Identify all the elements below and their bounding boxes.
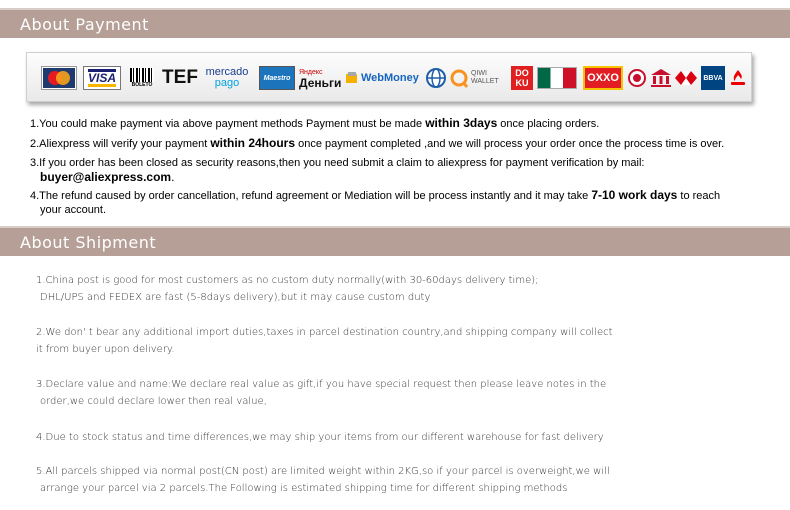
yandex-money-logo [299,66,343,90]
doku-top-text: DO [515,68,529,78]
tef-text: TEF [162,67,198,88]
webmoney-text: WebMoney [361,72,419,84]
shipment-item-5: 5.All parcels shipped via normal post(CN post) are limited weight within 2KG,so if your parcel is overweight,we will arrange your parcel via 2 parcels.The Following is estimated shipping time for different shipping methods [36,466,610,494]
verification-email[interactable]: buyer@aliexpress.com [40,170,172,184]
shipment-item-4: 4.Due to stock status and time differences,we may ship your items from our different warehouse for fast delivery [36,432,604,443]
payment-item-3-line1: 3.If you order has been closed as security reasons,then you need submit a claim to aliexpress for payment verification by mail: [30,157,645,169]
bank-building-icon [650,68,672,88]
globe-logo [425,66,447,90]
payment-item-4-line2: your account. [40,204,107,216]
hsbc-logo [675,66,697,90]
boleto-logo [127,66,157,90]
flame-icon [729,69,747,87]
about-payment-title: About Payment [20,15,149,34]
seal-icon [628,69,646,87]
payment-item-3: 3.If you order has been closed as security reasons,then you need submit a claim to aliexpress for payment verification by mail: buyer@aliexpress.com. [30,156,770,184]
qiwi-wallet-logo [449,66,507,90]
bbva-text: BBVA [703,74,723,82]
maestro-text: Maestro [263,74,291,82]
oxxo-text: OXXO [587,72,619,84]
visa-text: VISA [87,71,116,85]
payment-methods-logo-strip [26,52,752,102]
webmoney-logo [345,66,421,90]
webmoney-wallet-icon [345,71,358,85]
tef-logo [161,66,199,90]
boleto-text: BOLETO [131,82,153,88]
doku-logo [511,66,533,90]
mexico-flag-icon [537,67,577,89]
dengi-text: Деньги [299,76,342,90]
mercado-pago-logo [201,66,253,90]
about-shipment-title: About Shipment [20,233,157,252]
wallet-text: WALLET [471,78,499,85]
globe-icon [426,68,446,88]
mastercard-logo [41,66,77,90]
yandex-text: Яндекс [299,69,323,76]
mercado-text: mercado [205,66,249,78]
barcode-icon [130,68,154,82]
shipment-item-2: 2.We don' t bear any additional import duties,taxes in parcel destination country,and shipping company will collect it from buyer upon delivery. [36,327,613,355]
seal-logo [627,66,647,90]
shipment-item-1: 1.China post is good for most customers as no custom duty normally(with 30-60days delivery time); DHL/UPS and FEDEX are fast (5-8days delivery),but it may cause custom duty [36,275,539,303]
oxxo-logo [583,66,623,90]
pago-text: pago [214,77,240,89]
visa-logo [83,66,121,90]
doku-bottom-text: KU [515,78,529,88]
payment-item-2: 2.Aliexpress will verify your payment within 24hours once payment completed ,and we will process your order once the process time is over. [30,136,725,150]
qiwi-text: QIWI [471,70,487,77]
santander-logo [727,66,749,90]
bank-logo [649,66,673,90]
about-payment-header [0,8,790,38]
maestro-logo [259,66,295,90]
qiwi-icon [449,68,469,88]
shipment-item-3: 3.Declare value and name:We declare real value as gift,if you have special request then please leave notes in the order,we could declare lower then real value, [36,379,607,407]
mexico-flag-logo [537,66,577,90]
mastercard-icon [42,67,76,89]
payment-item-1: 1.You could make payment via above payment methods Payment must be made within 3days once placing orders. [30,116,600,130]
about-shipment-header [0,226,790,256]
bbva-logo [701,66,725,90]
hexagon-icon [675,71,697,85]
payment-item-4: 4.The refund caused by order cancellation, refund agreement or Mediation will be process instantly and it may take 7-10 work days to reach your account. [30,188,770,217]
